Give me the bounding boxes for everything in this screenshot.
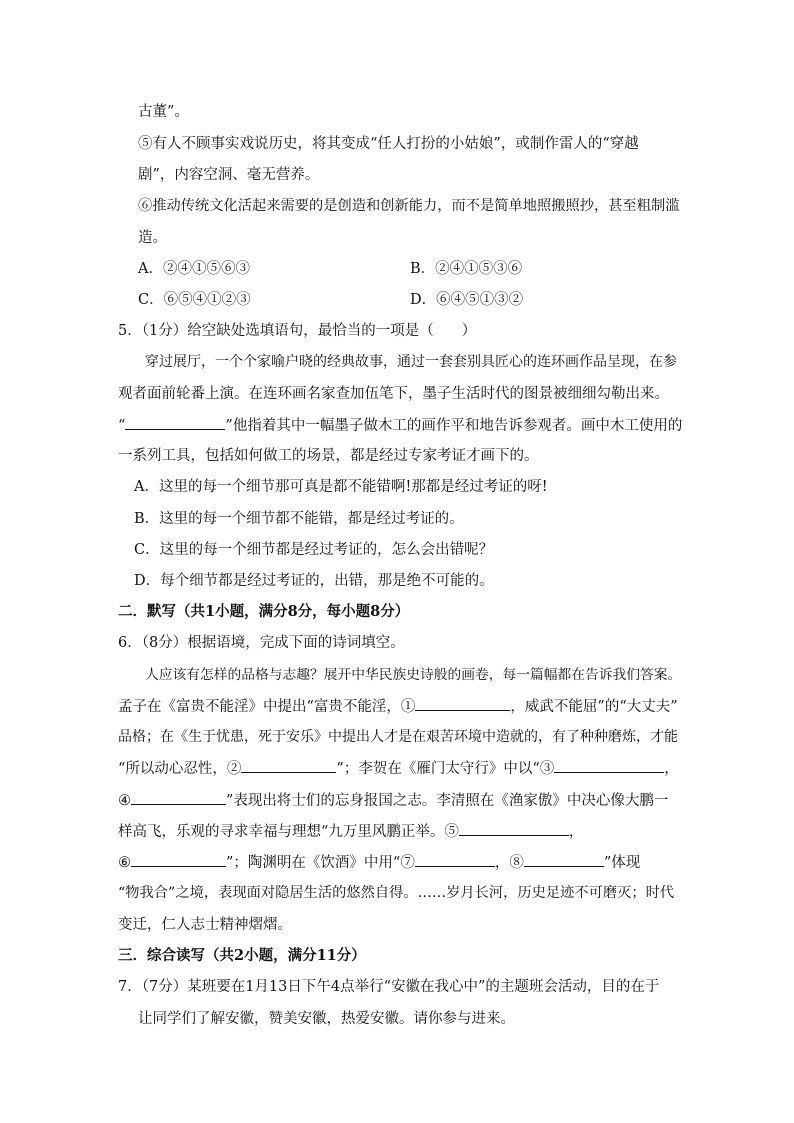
q5-blank[interactable] xyxy=(125,415,225,430)
q6-line-7-text-d: ”体现 xyxy=(603,855,641,871)
q6-blank-3[interactable] xyxy=(554,758,664,773)
q6-line-6-text-a: 样高飞，乐观的寻求幸福与理想“九万里风鹏正举。⑤ xyxy=(118,824,459,840)
q6-line-7-text-c: ，⑧ xyxy=(494,855,524,871)
q6-line-7-text-a: ⑥ xyxy=(118,855,131,871)
q4-option-b: B．②④①⑤③⑥ xyxy=(410,261,523,277)
q4-item-5b: 剧”，内容空洞、毫无营养。 xyxy=(138,167,320,183)
q6-blank-8[interactable] xyxy=(524,852,604,867)
q6-blank-4[interactable] xyxy=(131,790,226,805)
q4-option-d: D．⑥④⑤①③② xyxy=(410,292,524,308)
q7-line-2: 让同学们了解安徽，赞美安徽，热爱安徽。请你参与进来。 xyxy=(138,1011,515,1027)
q7-line-1: 7．（7分）某班要在1月13日下午4点举行“安徽在我心中”的主题班会活动，目的在于 xyxy=(118,979,660,995)
q6-line-6 xyxy=(118,821,583,842)
section-3-heading: 三．综合读写（共2小题，满分11分） xyxy=(118,947,366,964)
q4-item-5a: ⑤有人不顾事实戏说历史，将其变成“任人打扮的小姑娘”，或制作雷人的“穿越 xyxy=(138,136,639,152)
q6-blank-1[interactable] xyxy=(415,696,510,711)
q5-quote-open: “ xyxy=(118,418,126,434)
q6-blank-2[interactable] xyxy=(241,758,336,773)
q6-line-7-text-b: ”；陶渊明在《饮酒》中用“⑦ xyxy=(226,855,415,871)
q6-line-8: “物我合”之境，表现面对隐居生活的悠然自得。……岁月长河，历史足迹不可磨灭；时代 xyxy=(118,885,675,901)
q6-line-2-text-a: 孟子在《富贵不能淫》中提出“富贵不能淫，① xyxy=(118,699,416,715)
q5-passage-line-2: 观者面前轮番上演。在连环画名家查加伍笔下，墨子生活时代的图景被细细勾勒出来。 xyxy=(118,386,669,402)
q6-line-4-text-a: “所以动心忍性，② xyxy=(118,761,242,777)
q6-line-5 xyxy=(118,790,668,811)
q5-option-c: C．这里的每一个细节都是经过考证的，怎么会出错呢？ xyxy=(134,542,494,558)
q6-line-3: 品格；在《生于忧患，死于安乐》中提出人才是在艰苦环境中造就的，有了种种磨炼，才能 xyxy=(118,729,678,745)
q6-line-4 xyxy=(118,758,679,779)
q6-line-7 xyxy=(118,852,640,873)
q6-line-5-text-a: ④ xyxy=(118,793,131,809)
q5-passage-line-4: 一系列工具，包括如何做工的场景，都是经过专家考证才画下的。 xyxy=(118,448,539,464)
q5-stem-text: 5．（1分）给空缺处选填语句，最恰当的一项是（ xyxy=(118,323,434,339)
q6-line-4-text-b: ”；李贺在《雁门太守行》中以“③ xyxy=(336,761,555,777)
q5-stem-end: ） xyxy=(461,323,477,339)
q4-item-6b: 造。 xyxy=(138,230,167,246)
q6-line-5-text-b: ”表现出将士们的忘身报国之志。李清照在《渔家傲》中决心像大鹏一 xyxy=(226,793,669,809)
q4-option-c: C．⑥⑤④①②③ xyxy=(138,292,251,308)
q4-option-a: A．②④①⑤⑥③ xyxy=(138,261,250,277)
q5-passage-line-1: 穿过展厅，一个个家喻户晓的经典故事，通过一套套别具匠心的连环画作品呈现，在参 xyxy=(145,354,677,370)
q5-option-d: D．每个细节都是经过考证的，出错，那是绝不可能的。 xyxy=(134,573,494,589)
q5-option-a: A．这里的每一个细节那可真是都不能错啊!那都是经过考证的呀! xyxy=(134,479,548,495)
q6-blank-6[interactable] xyxy=(131,852,226,867)
q6-line-4-text-c: ， xyxy=(664,761,679,777)
q4-tail: 古董”。 xyxy=(138,104,189,120)
q4-item-6a: ⑥推动传统文化活起来需要的是创造和创新能力，而不是简单地照搬照抄，甚至粗制滥 xyxy=(138,198,680,214)
q6-line-2 xyxy=(118,696,678,717)
q6-line-6-text-b: ， xyxy=(568,824,584,840)
q5-passage-line-3 xyxy=(118,415,682,436)
section-2-heading: 二．默写（共1小题，满分8分，每小题8分） xyxy=(118,603,410,620)
q6-line-2-text-b: ，威武不能屈”的“大丈夫” xyxy=(510,699,678,715)
q6-stem: 6．（8分）根据语境，完成下面的诗词填空。 xyxy=(118,635,405,651)
q5-stem xyxy=(118,321,476,341)
q6-line-9: 变迁，仁人志士精神熠熠。 xyxy=(118,917,292,933)
q6-blank-7[interactable] xyxy=(415,852,495,867)
q5-option-b: B．这里的每一个细节都不能错，都是经过考证的。 xyxy=(134,511,464,527)
q6-line-1: 人应该有怎样的品格与志趣？展开中华民族史诗般的画卷，每一篇幅都在告诉我们答案。 xyxy=(145,667,682,683)
q5-passage-line-3-text: ”他指着其中一幅墨子做木工的画作平和地告诉参观者。画中木工使用的 xyxy=(225,418,683,434)
q6-blank-5[interactable] xyxy=(459,821,569,836)
